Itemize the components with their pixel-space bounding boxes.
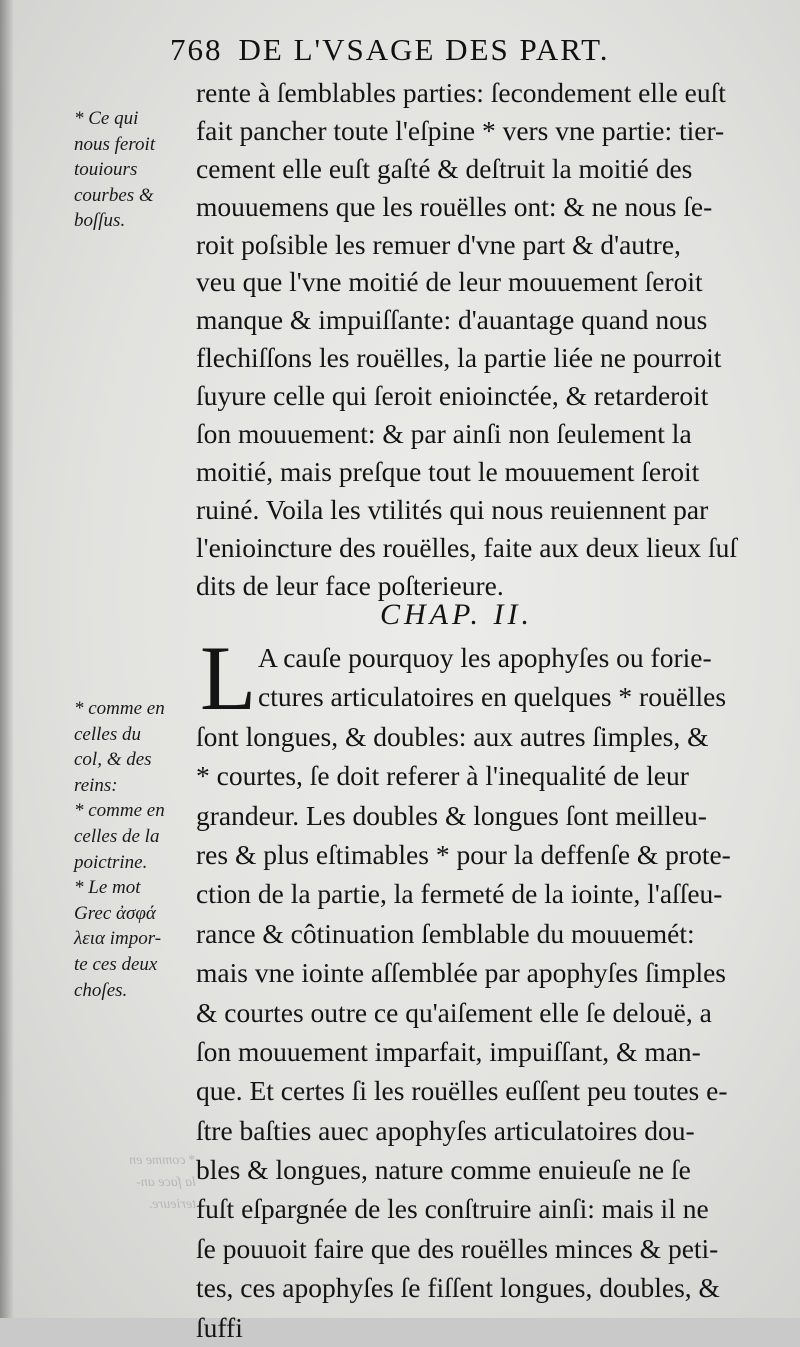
text-line: ſon mouuement imparfait, impuiſſant, & man- — [196, 1035, 701, 1067]
margin-note-2 — [74, 696, 186, 1003]
text-line: res & plus eſtimables * pour la deffenſe & prote- — [196, 838, 731, 870]
text-line: flechiſſons les rouëlles, la partie liée ne pourroit — [196, 342, 722, 374]
text-line: cement elle euſt gaſté & deſtruit la moitié des — [196, 152, 693, 184]
margin-note-line: * Le mot — [74, 877, 141, 899]
margin-note-line: celles du — [74, 723, 142, 745]
text-line: dits de leur face poſterieure. — [196, 569, 504, 601]
text-line: rance & côtinuation ſemblable du mouuemét: — [196, 917, 695, 949]
text-line: bles & longues, nature comme enuieuſe ne ſe — [196, 1154, 691, 1186]
margin-note-line: * comme en — [74, 800, 165, 822]
text-line: manque & impuiſſante: d'auantage quand nous — [196, 304, 708, 336]
gutter-shadow — [0, 0, 14, 1318]
text-line: ruiné. Voila les vtilités qui nous reuiennent par — [196, 493, 709, 525]
text-line: ſtre baſties auec apophyſes articulatoires dou- — [196, 1114, 695, 1146]
text-line: mouuemens que les rouëlles ont: & ne nous ſe- — [196, 190, 713, 222]
text-line: fuſt eſpargnée de les conſtruire ainſi: mais il ne — [196, 1193, 709, 1225]
text-line: ſe pouuoit faire que des rouëlles minces & peti- — [196, 1232, 719, 1264]
text-line: grandeur. Les doubles & longues ſont meilleu- — [196, 799, 707, 831]
margin-note-line: te ces deux — [74, 953, 158, 975]
text-line: tes, ces apophyſes ſe fiſſent longues, doubles, & — [196, 1272, 720, 1304]
margin-note-line: courbes & — [74, 184, 154, 206]
text-line: veu que l'vne moitié de leur mouuement ſeroit — [196, 266, 703, 298]
margin-note-line: touiours — [74, 159, 138, 181]
page-number: 768 — [170, 32, 223, 67]
text-line: moitié, mais preſque tout le mouuement ſeroit — [196, 455, 700, 487]
margin-note-line: celles de la — [74, 825, 160, 847]
margin-note-1 — [74, 106, 186, 234]
margin-note-line: λεια impor- — [74, 928, 162, 950]
text-line: ſuffi — [196, 1311, 243, 1343]
text-line: ſon mouuement: & par ainſi non ſeulement la — [196, 418, 692, 450]
text-line: rente à ſemblables parties: ſecondement elle euſt — [196, 77, 726, 108]
running-title: DE L'VSAGE DES PART. — [238, 32, 610, 67]
text-line: roit poſsible les remuer d'vne part & d'autre, — [196, 228, 681, 260]
margin-note-line: Grec ἀσφά — [74, 902, 156, 924]
margin-note-line: col, & des — [74, 749, 152, 771]
text-line: mais vne iointe aſſemblée par apophyſes ſimples — [196, 957, 726, 989]
margin-note-line: * Ce qui — [74, 108, 139, 129]
text-line: fait pancher toute l'eſpine * vers vne partie: tier- — [196, 114, 725, 146]
chapter-heading: CHAP. II. — [380, 598, 533, 631]
margin-note-line: boſſus. — [74, 210, 126, 232]
margin-note-line: poictrine. — [74, 851, 148, 873]
margin-note-line: reins: — [74, 774, 118, 796]
drop-cap: L — [200, 627, 257, 729]
text-line: A cauſe pourquoy les apophyſes ou forie- — [258, 642, 712, 673]
margin-note-line: * comme en — [74, 698, 165, 719]
body-text — [196, 74, 786, 604]
show-through-bleed: * comme en la face an- terieure. — [129, 1153, 196, 1212]
text-line: ſont longues, & doubles: aux autres ſimples, & — [196, 720, 709, 752]
margin-note-line: choſes. — [74, 979, 128, 1001]
text-line: ſuyure celle qui ſeroit enioinctée, & retarderoit — [196, 380, 709, 412]
text-line: ction de la partie, la fermeté de la iointe, l'aſſeu- — [196, 878, 723, 910]
text-line: & courtes outre ce qu'aiſement elle ſe delouë, a — [196, 996, 712, 1028]
running-header — [170, 32, 730, 68]
text-line: que. Et certes ſi les rouëlles euſſent peu toutes e- — [196, 1075, 728, 1107]
margin-note-line: nous feroit — [74, 133, 156, 155]
chapter-text — [196, 627, 786, 1347]
text-line: * courtes, ſe doit referer à l'inequalité de leur — [196, 760, 689, 792]
text-line: l'enioincture des rouëlles, faite aux deux lieux ſuſ — [196, 531, 738, 563]
text-line: ctures articulatoires en quelques * rouëlles — [258, 681, 727, 713]
